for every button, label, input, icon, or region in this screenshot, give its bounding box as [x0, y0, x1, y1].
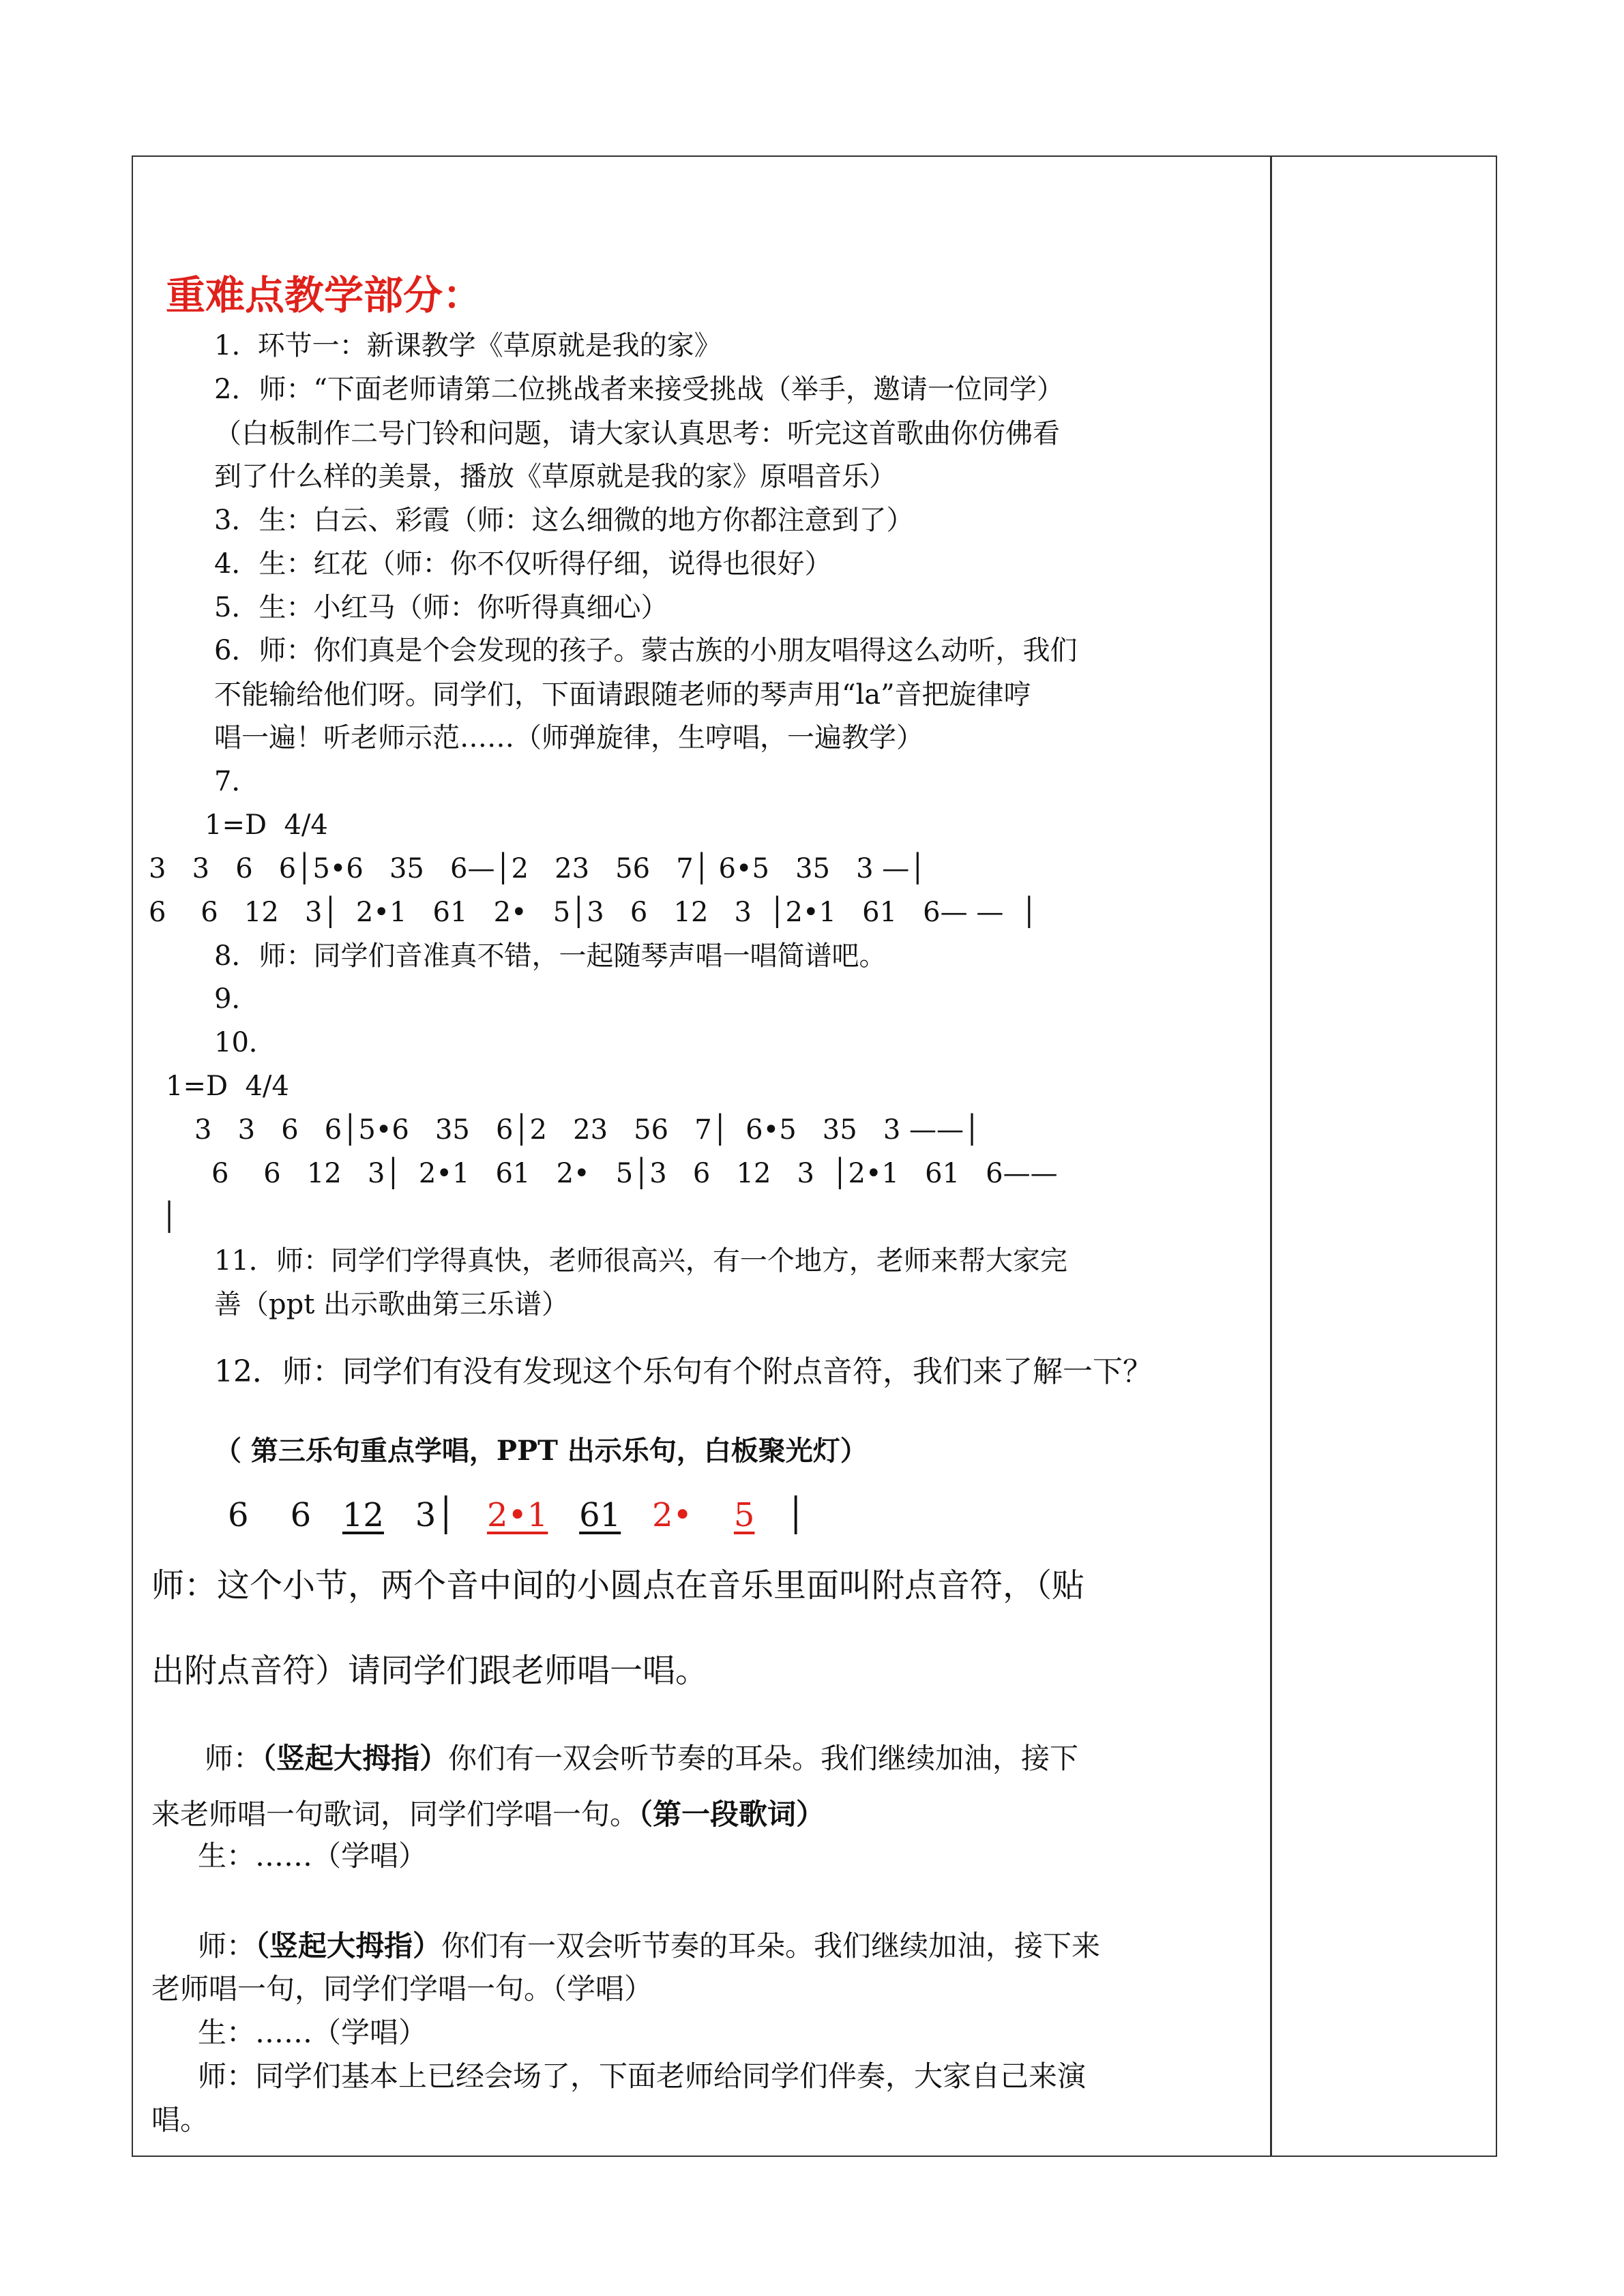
phrase-part	[692, 1496, 734, 1534]
score-line: 6 6 12 3│ 2•1 61 2• 5│3 6 12 3 │2•1 61 6——	[211, 1158, 1058, 1189]
paragraph-line: 生：……（学唱）	[198, 2016, 428, 2049]
score-line: │	[161, 1202, 178, 1233]
phrase-part	[621, 1496, 652, 1534]
section-heading: 重难点教学部分：	[166, 272, 483, 318]
list-item: 9．	[214, 983, 259, 1015]
paragraph-line: 生：……（学唱）	[198, 1839, 428, 1873]
column-divider	[1270, 155, 1272, 2157]
bold-note: （ 第三乐句重点学唱，PPT 出示乐句，白板聚光灯）	[214, 1435, 868, 1467]
para-text: 你们有一双会听节奏的耳朵。我们继续加油，接下来	[441, 1929, 1101, 1963]
phrase-part: 3│	[383, 1496, 487, 1534]
list-item: 4．生：红花（师：你不仅听得仔细，说得也很好）	[214, 548, 832, 580]
explanation-line: 师：这个小节，两个音中间的小圆点在音乐里面叫附点音符，（贴	[151, 1566, 1085, 1605]
explanation-line: 出附点音符）请同学们跟老师唱一唱。	[151, 1652, 709, 1690]
para-bold: （第一段歌词）	[638, 1798, 825, 1831]
para-text: 来老师唱一句歌词，同学们学唱一句。	[151, 1798, 639, 1831]
list-item: （白板制作二号门铃和问题，请大家认真思考：听完这首歌曲你仿佛看	[214, 418, 1060, 449]
phrase-part: 61	[579, 1496, 621, 1534]
paragraph-line: 师：同学们基本上已经会场了，下面老师给同学们伴奏，大家自己来演	[198, 2059, 1087, 2093]
list-item: 11．师：同学们学得真快，老师很高兴，有一个地方，老师来帮大家完	[214, 1245, 1067, 1277]
score-line: 3 3 6 6│5•6 35 6│2 23 56 7│ 6•5 35 3 ——│	[194, 1114, 981, 1146]
list-item: 到了什么样的美景，播放《草原就是我的家》原唱音乐）	[214, 461, 896, 492]
list-item: 12．师：同学们有没有发现这个乐句有个附点音符，我们来了解一下？	[214, 1354, 1153, 1389]
list-item: 7．	[214, 766, 259, 797]
paragraph-line	[198, 1930, 1100, 1963]
list-item: 10．	[214, 1027, 276, 1058]
para-prefix: 师：	[205, 1742, 263, 1775]
phrase-part: │	[754, 1496, 806, 1534]
para-text: 你们有一双会听节奏的耳朵。我们继续加油，接下	[448, 1742, 1079, 1775]
list-item: 不能输给他们呀。同学们，下面请跟随老师的琴声用“la”音把旋律哼	[214, 679, 1031, 711]
list-item: 8．师：同学们音准真不错，一起随琴声唱一唱简谱吧。	[214, 940, 887, 972]
phrase-part: 12	[342, 1496, 384, 1534]
para-bold: （竖起大拇指）	[255, 1929, 442, 1963]
phrase-part	[548, 1496, 579, 1534]
score-key: 1=D 4/4	[166, 1071, 289, 1102]
score-line: 3 3 6 6│5•6 35 6—│2 23 56 7│ 6•5 35 3 —│	[149, 853, 926, 884]
list-item: 1. 环节一：新课教学《草原就是我的家》	[214, 330, 722, 361]
list-item: 善（ppt 出示歌曲第三乐谱）	[214, 1289, 569, 1320]
paragraph-line	[151, 1798, 825, 1831]
list-item: 6．师：你们真是个会发现的孩子。蒙古族的小朋友唱得这么动听，我们	[214, 635, 1078, 666]
phrase-part-red: 2•1	[486, 1496, 548, 1534]
para-bold: （竖起大拇指）	[262, 1742, 449, 1775]
list-item: 3．生：白云、彩霞（师：这么细微的地方你都注意到了）	[214, 505, 914, 536]
paragraph-line	[205, 1742, 1078, 1775]
list-item: 唱一遍！听老师示范……（师弹旋律，生哼唱，一遍教学）	[214, 722, 924, 754]
score-line: 6 6 12 3│ 2•1 61 2• 5│3 6 12 3 │2•1 61 6— — │	[149, 897, 1037, 928]
focus-phrase	[228, 1495, 806, 1536]
list-item: 2．师：“下面老师请第二位挑战者来接受挑战（举手，邀请一位同学）	[214, 374, 1064, 405]
phrase-part-red: 2•	[651, 1496, 692, 1534]
phrase-part-red: 5	[733, 1496, 755, 1534]
paragraph-line: 唱。	[151, 2103, 209, 2136]
para-prefix: 师：	[198, 1929, 256, 1963]
phrase-part: 6 6	[228, 1496, 342, 1534]
paragraph-line: 老师唱一句，同学们学唱一句。（学唱）	[151, 1972, 653, 2006]
list-item: 5．生：小红马（师：你听得真细心）	[214, 592, 668, 623]
score-key: 1=D 4/4	[205, 809, 328, 841]
